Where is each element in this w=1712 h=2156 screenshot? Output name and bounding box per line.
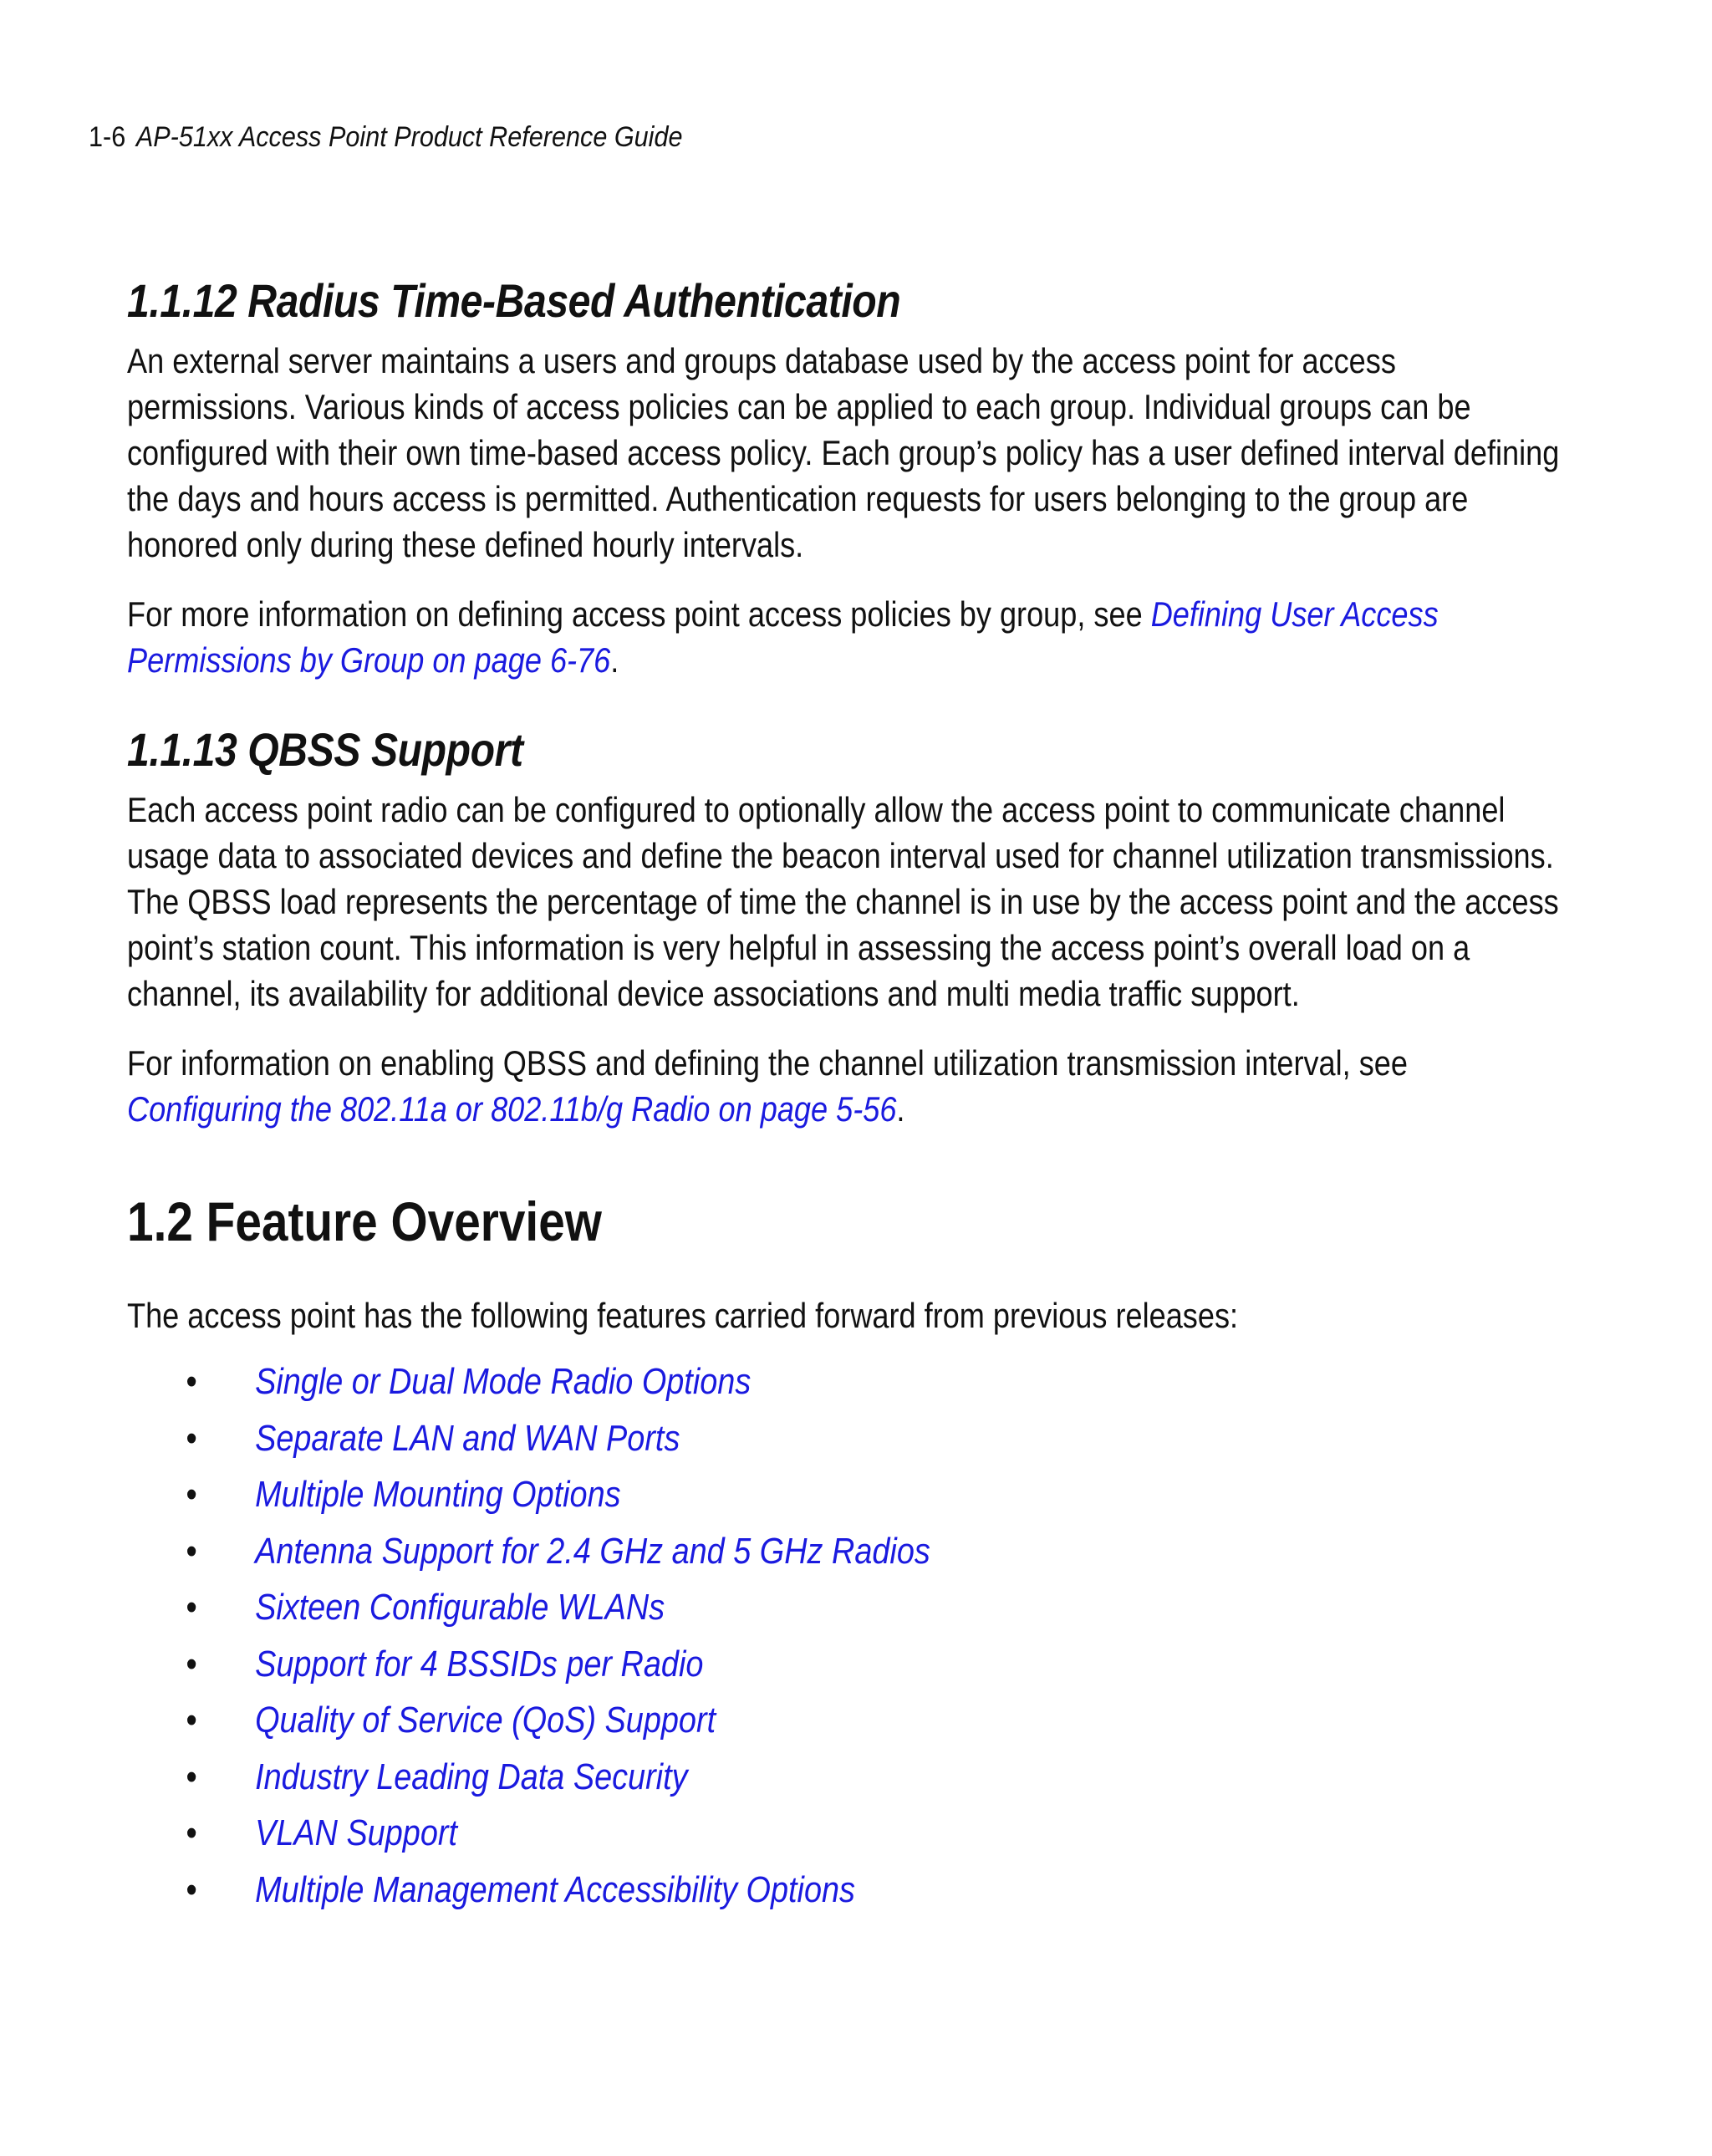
feature-link[interactable]: Separate LAN and WAN Ports	[255, 1417, 680, 1459]
feature-link[interactable]: Multiple Mounting Options	[255, 1474, 621, 1515]
list-item	[127, 1749, 1565, 1806]
bullet-icon: •	[186, 1530, 197, 1572]
radius-paragraph-1: An external server maintains a users and groups database used by the access point for access permissions. Various kinds of access policies can be applied to each group. Individual groups can be configured with their own time-based access policy. Each group’s policy has a user defined interval defining the days and hours access is permitted. Authentication requests for users belonging to the group are honored only during these defined hourly intervals.	[127, 341, 1560, 564]
heading-feature-overview: 1.2 Feature Overview	[127, 1190, 602, 1252]
list-item	[127, 1636, 1565, 1693]
feature-link[interactable]: Multiple Management Accessibility Options	[255, 1868, 855, 1910]
qbss-paragraph-1: Each access point radio can be configured to optionally allow the access point to communicate channel usage data to associated devices and define the beacon interval used for channel utilization transmissions. The QBSS load represents the percentage of time the channel is in use by the access point and the access point’s station count. This information is very helpful in assessing the access point’s overall load on a channel, its availability for additional device associations and multi media traffic support.	[127, 790, 1559, 1013]
feature-link[interactable]: VLAN Support	[255, 1812, 457, 1853]
feature-link[interactable]: Single or Dual Mode Radio Options	[255, 1361, 752, 1402]
list-item	[127, 1579, 1565, 1636]
bullet-icon: •	[186, 1868, 197, 1910]
page-content	[127, 268, 1565, 1918]
qbss-paragraph-2-period: .	[896, 1089, 905, 1129]
feature-list	[127, 1353, 1565, 1918]
bullet-icon: •	[186, 1474, 197, 1515]
list-item	[127, 1523, 1565, 1580]
feature-link[interactable]: Antenna Support for 2.4 GHz and 5 GHz Radios	[255, 1530, 930, 1572]
link-configuring-radio[interactable]: Configuring the 802.11a or 802.11b/g Radio on page 5-56	[127, 1089, 897, 1129]
list-item	[127, 1353, 1565, 1410]
feature-link[interactable]: Support for 4 BSSIDs per Radio	[255, 1643, 704, 1685]
heading-radius-time-based-authentication: 1.1.12 Radius Time-Based Authentication	[127, 274, 901, 327]
bullet-icon: •	[186, 1417, 197, 1459]
list-item	[127, 1805, 1565, 1862]
bullet-icon: •	[186, 1643, 197, 1685]
heading-qbss-support: 1.1.13 QBSS Support	[127, 723, 523, 776]
qbss-paragraph-2	[127, 1040, 1565, 1132]
feature-link[interactable]: Sixteen Configurable WLANs	[255, 1587, 665, 1628]
list-item	[127, 1466, 1565, 1523]
feature-link[interactable]: Quality of Service (QoS) Support	[255, 1700, 716, 1741]
list-item	[127, 1692, 1565, 1749]
feature-overview-intro: The access point has the following features carried forward from previous releases:	[127, 1296, 1239, 1335]
qbss-paragraph-2-text: For information on enabling QBSS and defining the channel utilization transmission interval, see	[127, 1043, 1408, 1083]
radius-paragraph-2	[127, 591, 1565, 683]
bullet-icon: •	[186, 1587, 197, 1628]
feature-link[interactable]: Industry Leading Data Security	[255, 1756, 688, 1797]
radius-paragraph-2-text: For more information on defining access point access policies by group, see	[127, 594, 1151, 634]
bullet-icon: •	[186, 1700, 197, 1741]
radius-paragraph-2-period: .	[610, 640, 619, 680]
running-header	[89, 117, 683, 157]
guide-title: AP-51xx Access Point Product Reference Guide	[135, 121, 683, 153]
bullet-icon: •	[186, 1756, 197, 1797]
bullet-icon: •	[186, 1361, 197, 1402]
list-item	[127, 1862, 1565, 1919]
bullet-icon: •	[186, 1812, 197, 1853]
page-number: 1-6	[89, 121, 126, 153]
list-item	[127, 1410, 1565, 1467]
link-defining-user-access-permissions[interactable]: Defining User Access Permissions by Group on page 6-76	[127, 594, 1439, 680]
